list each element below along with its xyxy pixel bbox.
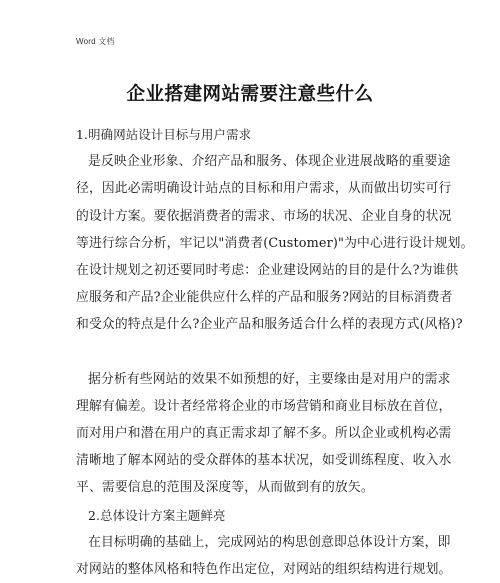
paragraph-2-line: 平、需要信息的范围及深度等，从而做到有的放矢。 <box>76 480 374 496</box>
paragraph-3-line: 对网站的整体风格和特色作出定位，对网站的组织结构进行规划。 <box>76 562 452 577</box>
paragraph-1-line: 应服务和产品?企业能供应什么样的产品和服务?网站的目标消费者 <box>76 290 453 306</box>
paragraph-1-line: 等进行综合分析，牢记以"消费者(Customer)"为中心进行设计规划。 <box>76 235 474 251</box>
section-heading-2: 2.总体设计方案主题鲜亮 <box>88 507 226 523</box>
document-header: Word 文档 <box>76 37 115 46</box>
paragraph-2-line: 据分析有些网站的效果不如预想的好，主要缘由是对用户的需求 <box>88 371 451 387</box>
section-heading-1: 1.明确网站设计目标与用户需求 <box>76 127 252 142</box>
paragraph-2-line: 清晰地了解本网站的受众群体的基本状况，如受训练程度、收入水 <box>76 453 452 469</box>
paragraph-1-line: 径，因此必需明确设计站点的目标和用户需求，从而做出切实可行 <box>76 181 452 197</box>
paragraph-2-line: 理解有偏差。设计者经常将企业的市场营销和商业目标放在首位， <box>76 398 452 414</box>
paragraph-1-line: 是反映企业形象、介绍产品和服务、体现企业进展战略的重要途 <box>88 154 451 170</box>
paragraph-1-line: 和受众的特点是什么?企业产品和服务适合什么样的表现方式(风格)? <box>76 317 463 333</box>
paragraph-spacer <box>76 339 438 366</box>
document-body <box>76 121 474 583</box>
paragraph-1-line: 在设计规划之初还要同时考虑：企业建设网站的目的是什么?为谁供 <box>76 262 459 278</box>
paragraph-2-line: 而对用户和潜在用户的真正需求却了解不多。所以企业或机构必需 <box>76 426 452 442</box>
document-title: 企业搭建网站需要注意些什么 <box>126 84 374 105</box>
paragraph-3-line: 在目标明确的基础上，完成网站的构思创意即总体设计方案，即 <box>88 534 451 550</box>
paragraph-1-line: 的设计方案。要依据消费者的需求、市场的状况、企业自身的状况 <box>76 208 452 224</box>
